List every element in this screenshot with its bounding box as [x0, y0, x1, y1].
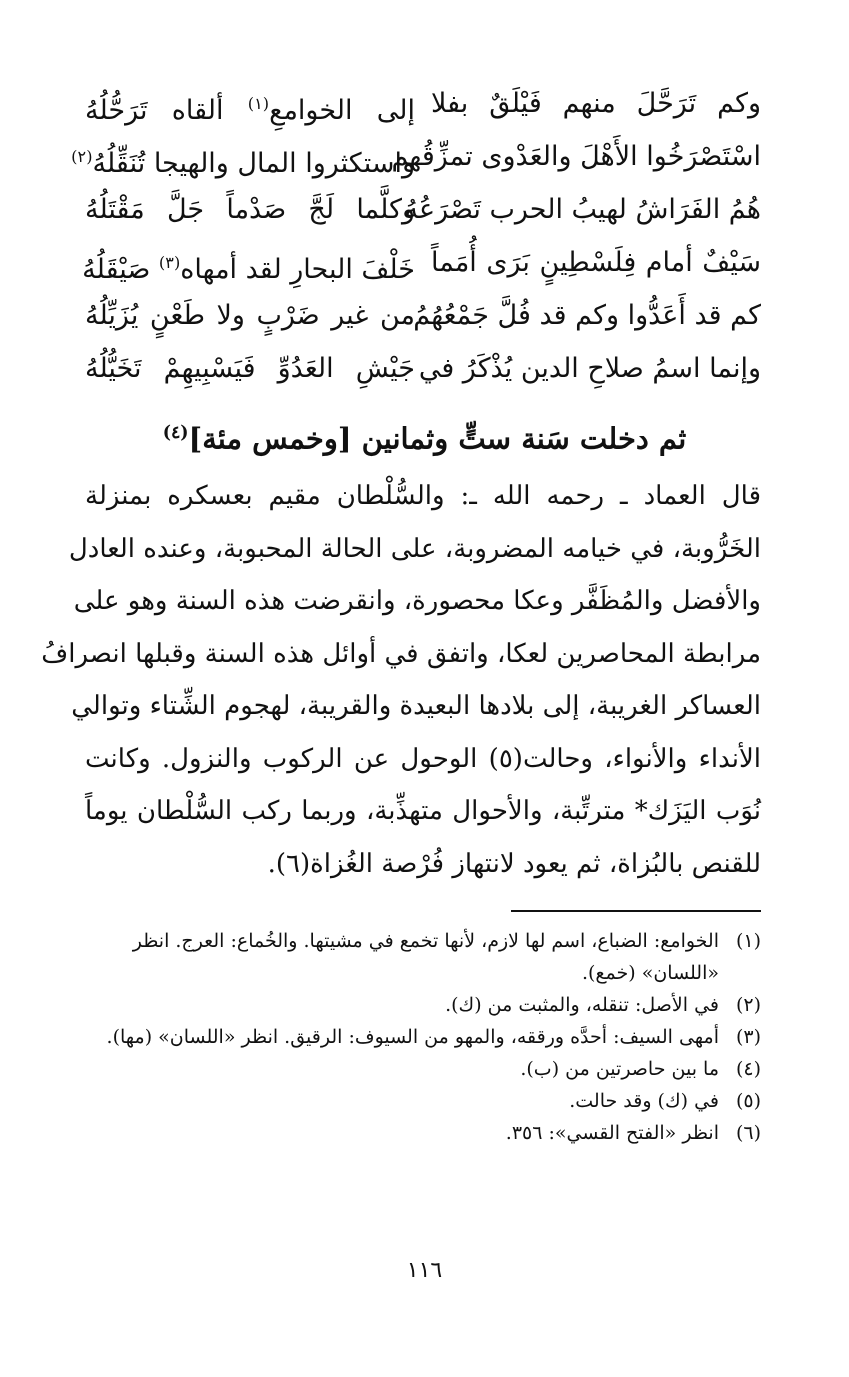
footnote	[85, 1053, 761, 1085]
verse-first-hemistich: سَيْفٌ أمام فِلَسْطِينٍ بَرَى أُمَماً	[431, 247, 761, 278]
prose-line: الخَرُّوبة، في خيامه المضروبة، على الحالة المحبوبة، وعنده العادل	[68, 533, 761, 564]
verse-line	[85, 184, 761, 236]
verse-second-hemistich: وكلَّما لَجَّ صَدْماً جَلَّ مَقْتَلُهُ	[85, 194, 415, 225]
verse-line	[82, 237, 761, 289]
prose-line: العساكر الغريبة، إلى بلادها البعيدة والقريبة، لهجوم الشِّتاء وتوالي	[71, 691, 761, 721]
footnote	[85, 989, 761, 1021]
footnote-text: انظر «الفتح القسي»: ٣٥٦.	[505, 1122, 719, 1144]
body-paragraph	[41, 470, 761, 890]
verse-first-hemistich: كم قد أَعَدُّوا وكم قد فُلَّ جَمْعُهُمُ	[413, 300, 761, 331]
verse-line	[71, 131, 761, 183]
prose-line: والأفضل والمُظَفَّر وعكا محصورة، وانقرضت هذه السنة وهو على	[73, 586, 761, 616]
footnote-number: (٣)	[735, 1026, 761, 1048]
footnote-number: (٦)	[735, 1122, 761, 1144]
verse-line	[85, 78, 761, 130]
footnote	[85, 925, 761, 989]
footnote-text: في الأصل: تنقله، والمثبت من (ك).	[445, 994, 719, 1016]
section-heading: ثم دخلت سَنة ستٍّ وثمانين [وخمس مئة]$^{(٤)}$	[162, 421, 687, 456]
footnote-text: أمهى السيف: أحدَّه ورققه، والمهو من السيوف: الرقيق. انظر «اللسان» (مها).	[106, 1026, 719, 1048]
prose-line: الأنداء والأنواء، وحالت(٥) الوحول عن الركوب والنزول. وكانت	[85, 743, 761, 774]
footnotes	[85, 925, 761, 1149]
verse-second-hemistich: من غير ضَرْبٍ ولا طَعْنٍ يُزَيِّلُهُ	[85, 300, 415, 331]
footnote-text: الخوامع: الضباع، اسم لها لازم، لأنها تخمع في مشيتها. والخُماع: العرج. انظر «اللسان» (خمع).	[132, 930, 719, 984]
verse-line	[85, 343, 761, 395]
footnote	[85, 1021, 761, 1053]
footnote	[85, 1085, 761, 1117]
footnote-number: (١)	[735, 930, 761, 952]
verse-first-hemistich: اسْتَصْرَخُوا الأَهْلَ والعَدْوى تمزِّقُهم	[391, 141, 761, 172]
verse-line	[85, 290, 761, 342]
verse-second-hemistich: جَيْشِ العَدُوِّ فَيَسْبِيهِمْ تَخَيُّلُهُ	[85, 353, 415, 384]
verse-second-hemistich: إلى الخوامعِ$^{(١)}$ ألقاه تَرَحُّلُهُ	[85, 94, 415, 126]
prose-line: مرابطة المحاصرين لعكا، واتفق في أوائل هذه السنة وقبلها انصرافُ	[41, 638, 761, 669]
footnote-number: (٥)	[735, 1090, 761, 1112]
verse-second-hemistich: خَلْفَ البحارِ لقد أمهاه$^{(٣)}$ صَيْقَلُهُ	[82, 253, 415, 285]
prose-line: للقنص بالبُزاة، ثم يعود لانتهاز فُرْصة الغُزاة(٦).	[267, 848, 761, 879]
verse-second-hemistich: واستكثروا المال والهيجا تُنَقِّلُهُ$^{(٢)}$	[71, 147, 415, 179]
verse-first-hemistich: وإنما اسمُ صلاحِ الدين يُذْكَرُ في	[418, 353, 761, 384]
prose-line: نُوَب اليَزَك* مترتِّبة، والأحوال متهذِّبة، وربما ركب السُّلْطان يوماً	[85, 796, 761, 826]
verse-first-hemistich: هُمُ الفَرَاشُ لهيبُ الحرب تَصْرَعُهُ	[404, 194, 761, 225]
page-number: ١١٦	[406, 1258, 443, 1283]
footnote-number: (٢)	[735, 994, 761, 1016]
footnote	[85, 1117, 761, 1149]
prose-line: قال العماد ـ رحمه الله ـ: والسُّلْطان مقيم بعسكره بمنزلة	[85, 481, 761, 511]
footnote-text: في (ك) وقد حالت.	[569, 1090, 719, 1112]
footnote-number: (٤)	[735, 1058, 761, 1080]
footnote-separator	[511, 910, 761, 912]
verse-first-hemistich: وكم تَرَحَّلَ منهم فَيْلَقٌ بفلا	[431, 88, 761, 119]
footnote-text: ما بين حاصرتين من (ب).	[520, 1058, 719, 1080]
